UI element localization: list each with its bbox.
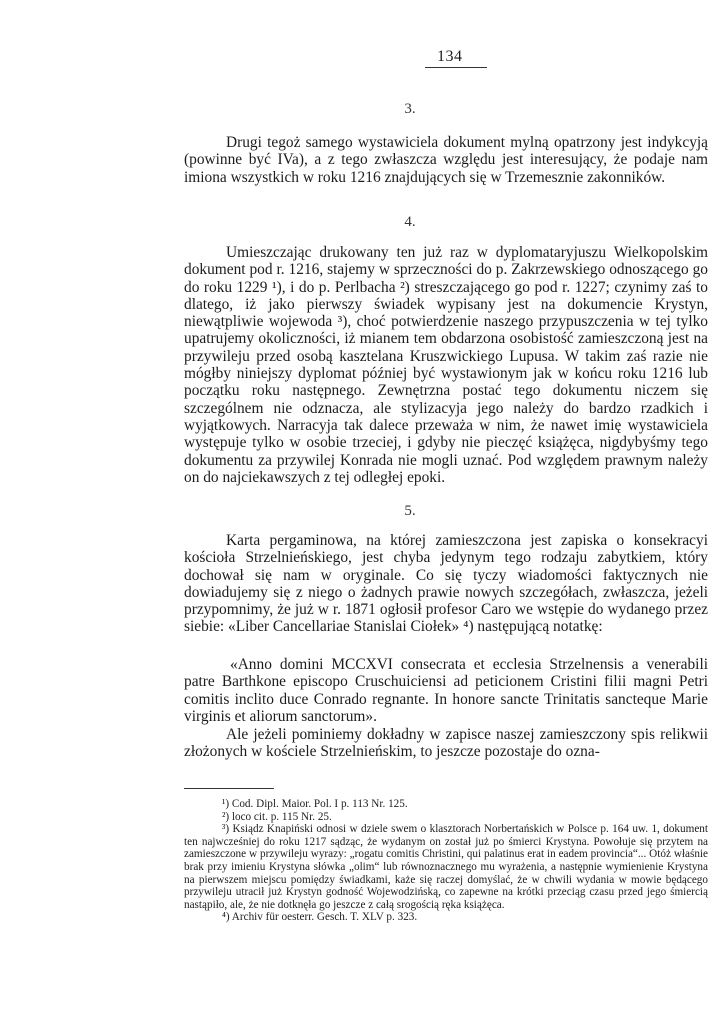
page-number: 134 <box>437 48 463 65</box>
section-5-paragraph-2: Ale jeżeli pominiemy dokładny w zapisce naszej zamieszczony spis relikwii złożonych w kościele Strzelnieńskim, to jeszcze pozostaje do ozna- <box>184 726 708 761</box>
section-5-latin-quote: «Anno domini MCCXVI consecrata et ecclesia Strzelnensis a venerabili patre Barthkone episcopo Cruschuiciensi ad peticionem Cristini filii magni Petri comitis inclito duce Conrado regnante. In honore sancte Trinitatis sancteque Marie virginis et aliorum sanctorum». <box>184 656 708 725</box>
footnotes <box>184 798 708 924</box>
section-number-5: 5. <box>404 503 416 519</box>
footnote-4: ⁴) Archiv für oesterr. Gesch. T. XLV p. 323. <box>222 911 418 924</box>
footnote-2: ²) loco cit. p. 115 Nr. 25. <box>222 810 332 823</box>
footnote-rule <box>184 788 274 789</box>
footnote-3: ³) Ksiądz Knapiński odnosi w dziele swem o klasztorach Norbertańskich w Polsce p. 164 uw. 1, dokument ten najwcześniej do roku 1217 sądząc, że wydanym on został już po śmierci Krystyna. Powołuje się przytem na zamieszczone w przywileju wyrazy: „rogatu comitis Christini, qui palatinus erat in eadem provincia“... Otóż właśnie brak przy imieniu Krystyna słówka „olim“ lub równoznacznego mu wyrażenia, a następnie wymienienie Krystyna na pierwszem miejscu pomiędzy świadkami, każe się raczej domyślać, że w chwili wydania w mowie będącego przywileju utracił już Krystyn godność Wojewodzińską, co zapewne na krótki przeciąg czasu przed jego śmiercią nastąpiło, ale, że nie dotknęła go jeszcze z całą srogością ręka książęca. <box>184 823 708 911</box>
section-number-4: 4. <box>404 214 416 230</box>
section-number-3: 3. <box>404 101 416 117</box>
section-4-paragraph: Umieszczając drukowany ten już raz w dyplomataryjuszu Wielkopolskim dokument pod r. 1216, stajemy w sprzeczności do p. Zakrzewskiego odnoszącego go do roku 1229 ¹), i do p. Perlbacha ²) streszczającego go pod r. 1227; czynimy zaś to dlatego, iż jako pierwszy świadek wypisany jest na dokumencie Krystyn, niewątpliwie wojewoda ³), choć potwierdzenie naszego przypuszczenia w tej tylko upatrujemy okoliczności, iż mianem tem obdarzona osobistość zamieszczoną jest na przywileju przed osobą kasztelana Kruszwickiego Lupusa. W takim zaś razie nie mógłby niniejszy dyplomat później być wystawionym jak w końcu roku 1216 lub początku roku następnego. Zewnętrzna postać tego dokumentu niczem się szczególnem nie odznacza, ale stylizacyja jego należy do bardzo rzadkich i wyjątkowych. Narracyja tak dalece przeważa w nim, że nawet imię wystawiciela występuje tylko w osobie trzeciej, i gdyby nie pieczęć książęca, nigdybyśmy tego dokumentu za przywilej Konrada nie mogli uznać. Pod względem prawnym należy on do najciekawszych z tej odległej epoki. <box>184 244 708 486</box>
page-number-rule <box>425 67 487 68</box>
footnote-1: ¹) Cod. Dipl. Maior. Pol. I p. 113 Nr. 125. <box>222 798 408 810</box>
section-3-paragraph: Drugi tegoż samego wystawiciela dokument mylną opatrzony jest indykcyją (powinne być IVa), a z tego zwłaszcza względu jest interesujący, że podaje nam imiona wszystkich w roku 1216 znajdujących się w Trzemesznie zakonników. <box>184 134 708 186</box>
section-5-paragraph-1: Karta pergaminowa, na której zamieszczona jest zapiska o konsekracyi kościoła Strzelnieńskiego, jest chyba jedynym tego rodzaju zabytkiem, który dochował się nam w oryginale. Co się tyczy wiadomości faktycznych nie dowiadujemy się z niego o żadnych prawie nowych szczegółach, zwłaszcza, jeżeli przypomnimy, że już w r. 1871 ogłosił profesor Caro we wstępie do wydanego przez siebie: «Liber Cancellariae Stanislai Ciołek» ⁴) następującą notatkę: <box>184 532 708 636</box>
